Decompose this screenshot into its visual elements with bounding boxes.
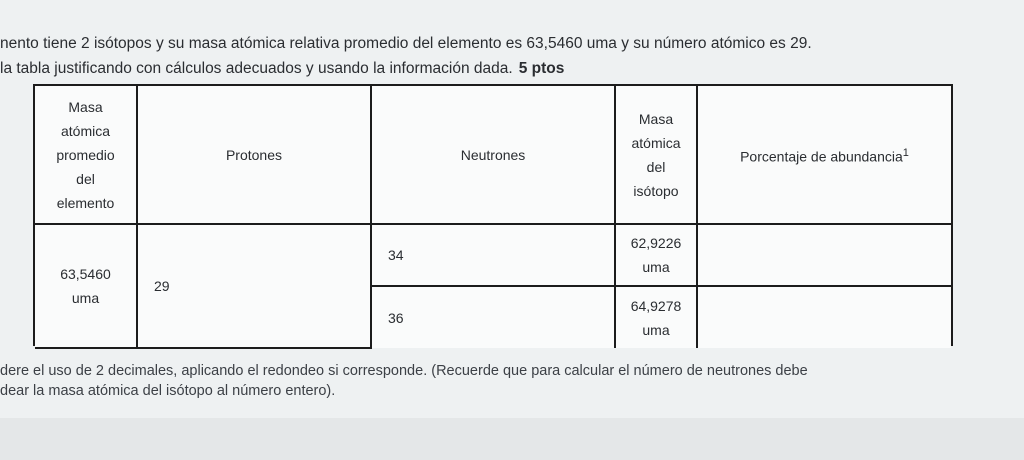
header-neutrones: Neutrones	[371, 86, 615, 224]
footnote-marker: 1	[902, 146, 909, 159]
bottom-band	[0, 418, 1024, 460]
cell-abundancia-2[interactable]	[697, 286, 951, 348]
header-masa-isotopo: Masa atómica del isótopo	[615, 86, 697, 224]
cell-protones[interactable]: 29	[137, 224, 371, 348]
cell-neutrones-2[interactable]: 36	[371, 286, 615, 348]
footnote-line-1: dere el uso de 2 decimales, aplicando el redondeo si corresponde. (Recuerde que para calcular el número de neutrones debe	[0, 363, 808, 379]
cell-abundancia-1[interactable]	[697, 224, 951, 286]
header-masa-promedio: Masa atómica promedio del elemento	[35, 86, 137, 224]
cell-masa-promedio: 63,5460 uma	[35, 224, 137, 348]
points-label: 5 ptos	[518, 60, 565, 77]
header-abundancia: Porcentaje de abundancia$^1$	[697, 86, 951, 224]
footnote-line-2: dear la masa atómica del isótopo al número entero).	[0, 383, 336, 399]
isotope-table	[33, 84, 953, 346]
cell-neutrones-1[interactable]: 34	[371, 224, 615, 286]
question-line-2	[0, 60, 564, 78]
question-line-1: nento tiene 2 isótopos y su masa atómica relativa promedio del elemento es 63,5460 uma y su número atómico es 29.	[0, 35, 812, 52]
header-protones: Protones	[137, 86, 371, 224]
cell-masa-isotopo-2: 64,9278 uma	[615, 286, 697, 348]
question-line-2-text: la tabla justificando con cálculos adecuados y usando la información dada.	[0, 60, 513, 77]
cell-masa-isotopo-1: 62,9226 uma	[615, 224, 697, 286]
